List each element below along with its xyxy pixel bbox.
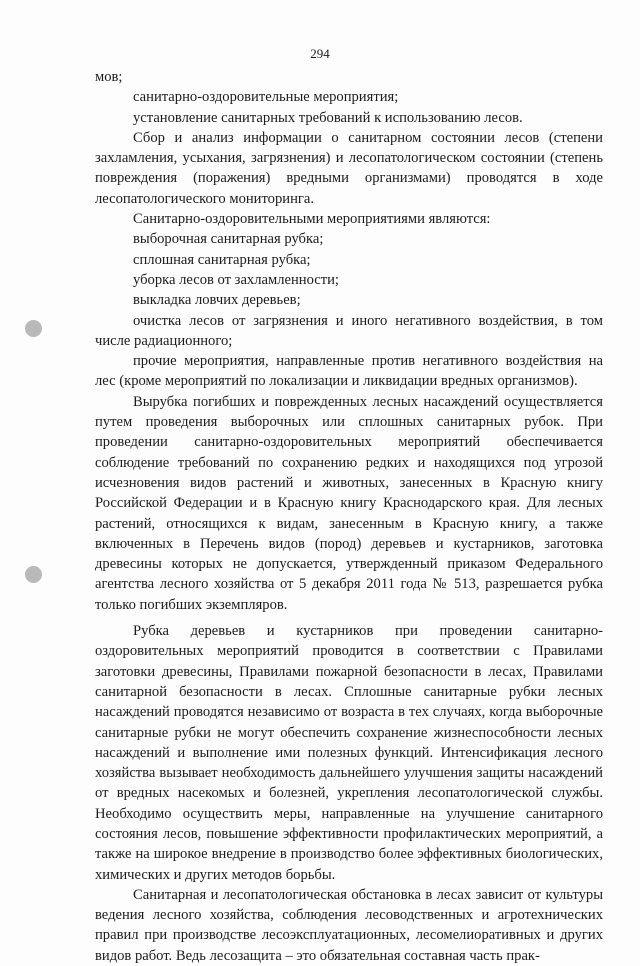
page-number: 294	[310, 46, 330, 61]
text-paragraph: выборочная санитарная рубка;	[133, 231, 324, 248]
text-paragraph: мов;	[95, 69, 123, 85]
text-paragraph: Рубка деревьев и кустарников при проведении санитарно-оздоровительных мероприятий проводится в соответствии с Правилами заготовки древесины, Правилами пожарной безопасности в лесах, Правилами санитарной безопасности в лесах. Сплошные санитарные рубки лесных насаждений проводятся независимо от возраста в тех случаях, когда выборочные санитарные рубки не могут обеспечить сохранение жизнеспособности лесных насаждений и выполнение ими полезных функций. Интенсификация лесного хозяйства вызывает необходимость дальнейшего улучшения защиты насаждений от вредных насекомых и болезней, укрепления лесопатологической службы. Необходимо осуществить меры, направленные на улучшение санитарного состояния лесов, повышение эффективности профилактических мероприятий, а также на широкое внедрение в производство более эффективных биологических, химических и других методов борьбы.	[95, 623, 603, 883]
text-paragraph: санитарно-оздоровительные мероприятия;	[133, 89, 399, 106]
text-paragraph: прочие мероприятия, направленные против негативного воздействия на лес (кроме мероприятий по локализации и ликвидации вредных организмов).	[95, 353, 603, 390]
text-paragraph: Санитарно-оздоровительными мероприятиями являются:	[133, 211, 491, 228]
text-paragraph: выкладка ловчих деревьев;	[133, 292, 301, 309]
page-body-text	[95, 67, 603, 966]
text-paragraph: Вырубка погибших и поврежденных лесных насаждений осуществляется путем проведения выборочных или сплошных санитарных рубок. При проведении санитарно-оздоровительных мероприятий обеспечивается соблюдение требований по сохранению редких и находящихся под угрозой исчезновения видов растений и животных, занесенных в Красную книгу Российской Федерации и в Красную книгу Краснодарского края. Для лесных растений, относящихся к видам, занесенным в Красную книгу, а также включенных в Перечень видов (пород) деревьев и кустарников, заготовка древесины которых не допускается, утвержденный приказом Федерального агентства лесного хозяйства от 5 декабря 2011 года № 513, разрешается рубка только погибших экземпляров.	[95, 393, 603, 613]
text-paragraph: сплошная санитарная рубка;	[133, 251, 311, 268]
text-paragraph: установление санитарных требований к использованию лесов.	[133, 109, 523, 126]
text-paragraph: очистка лесов от загрязнения и иного негативного воздействия, в том числе радиационного;	[95, 312, 603, 349]
text-paragraph: Сбор и анализ информации о санитарном состоянии лесов (степени захламления, усыхания, загрязнения) и лесопатологическом состоянии (степень повреждения (поражения) вредными организмами) проводятся в ходе лесопатологического мониторинга.	[95, 129, 603, 207]
text-paragraph: уборка лесов от захламленности;	[133, 271, 339, 288]
punch-hole-mark	[25, 566, 42, 583]
text-paragraph: Санитарная и лесопатологическая обстановка в лесах зависит от культуры ведения лесного хозяйства, соблюдения лесоводственных и агротехнических правил при производстве лесоэксплуатационных, лесомелиоративных и других видов работ. Ведь лесозащита – это обязательная составная часть прак-	[95, 886, 603, 964]
punch-hole-mark	[25, 320, 42, 337]
